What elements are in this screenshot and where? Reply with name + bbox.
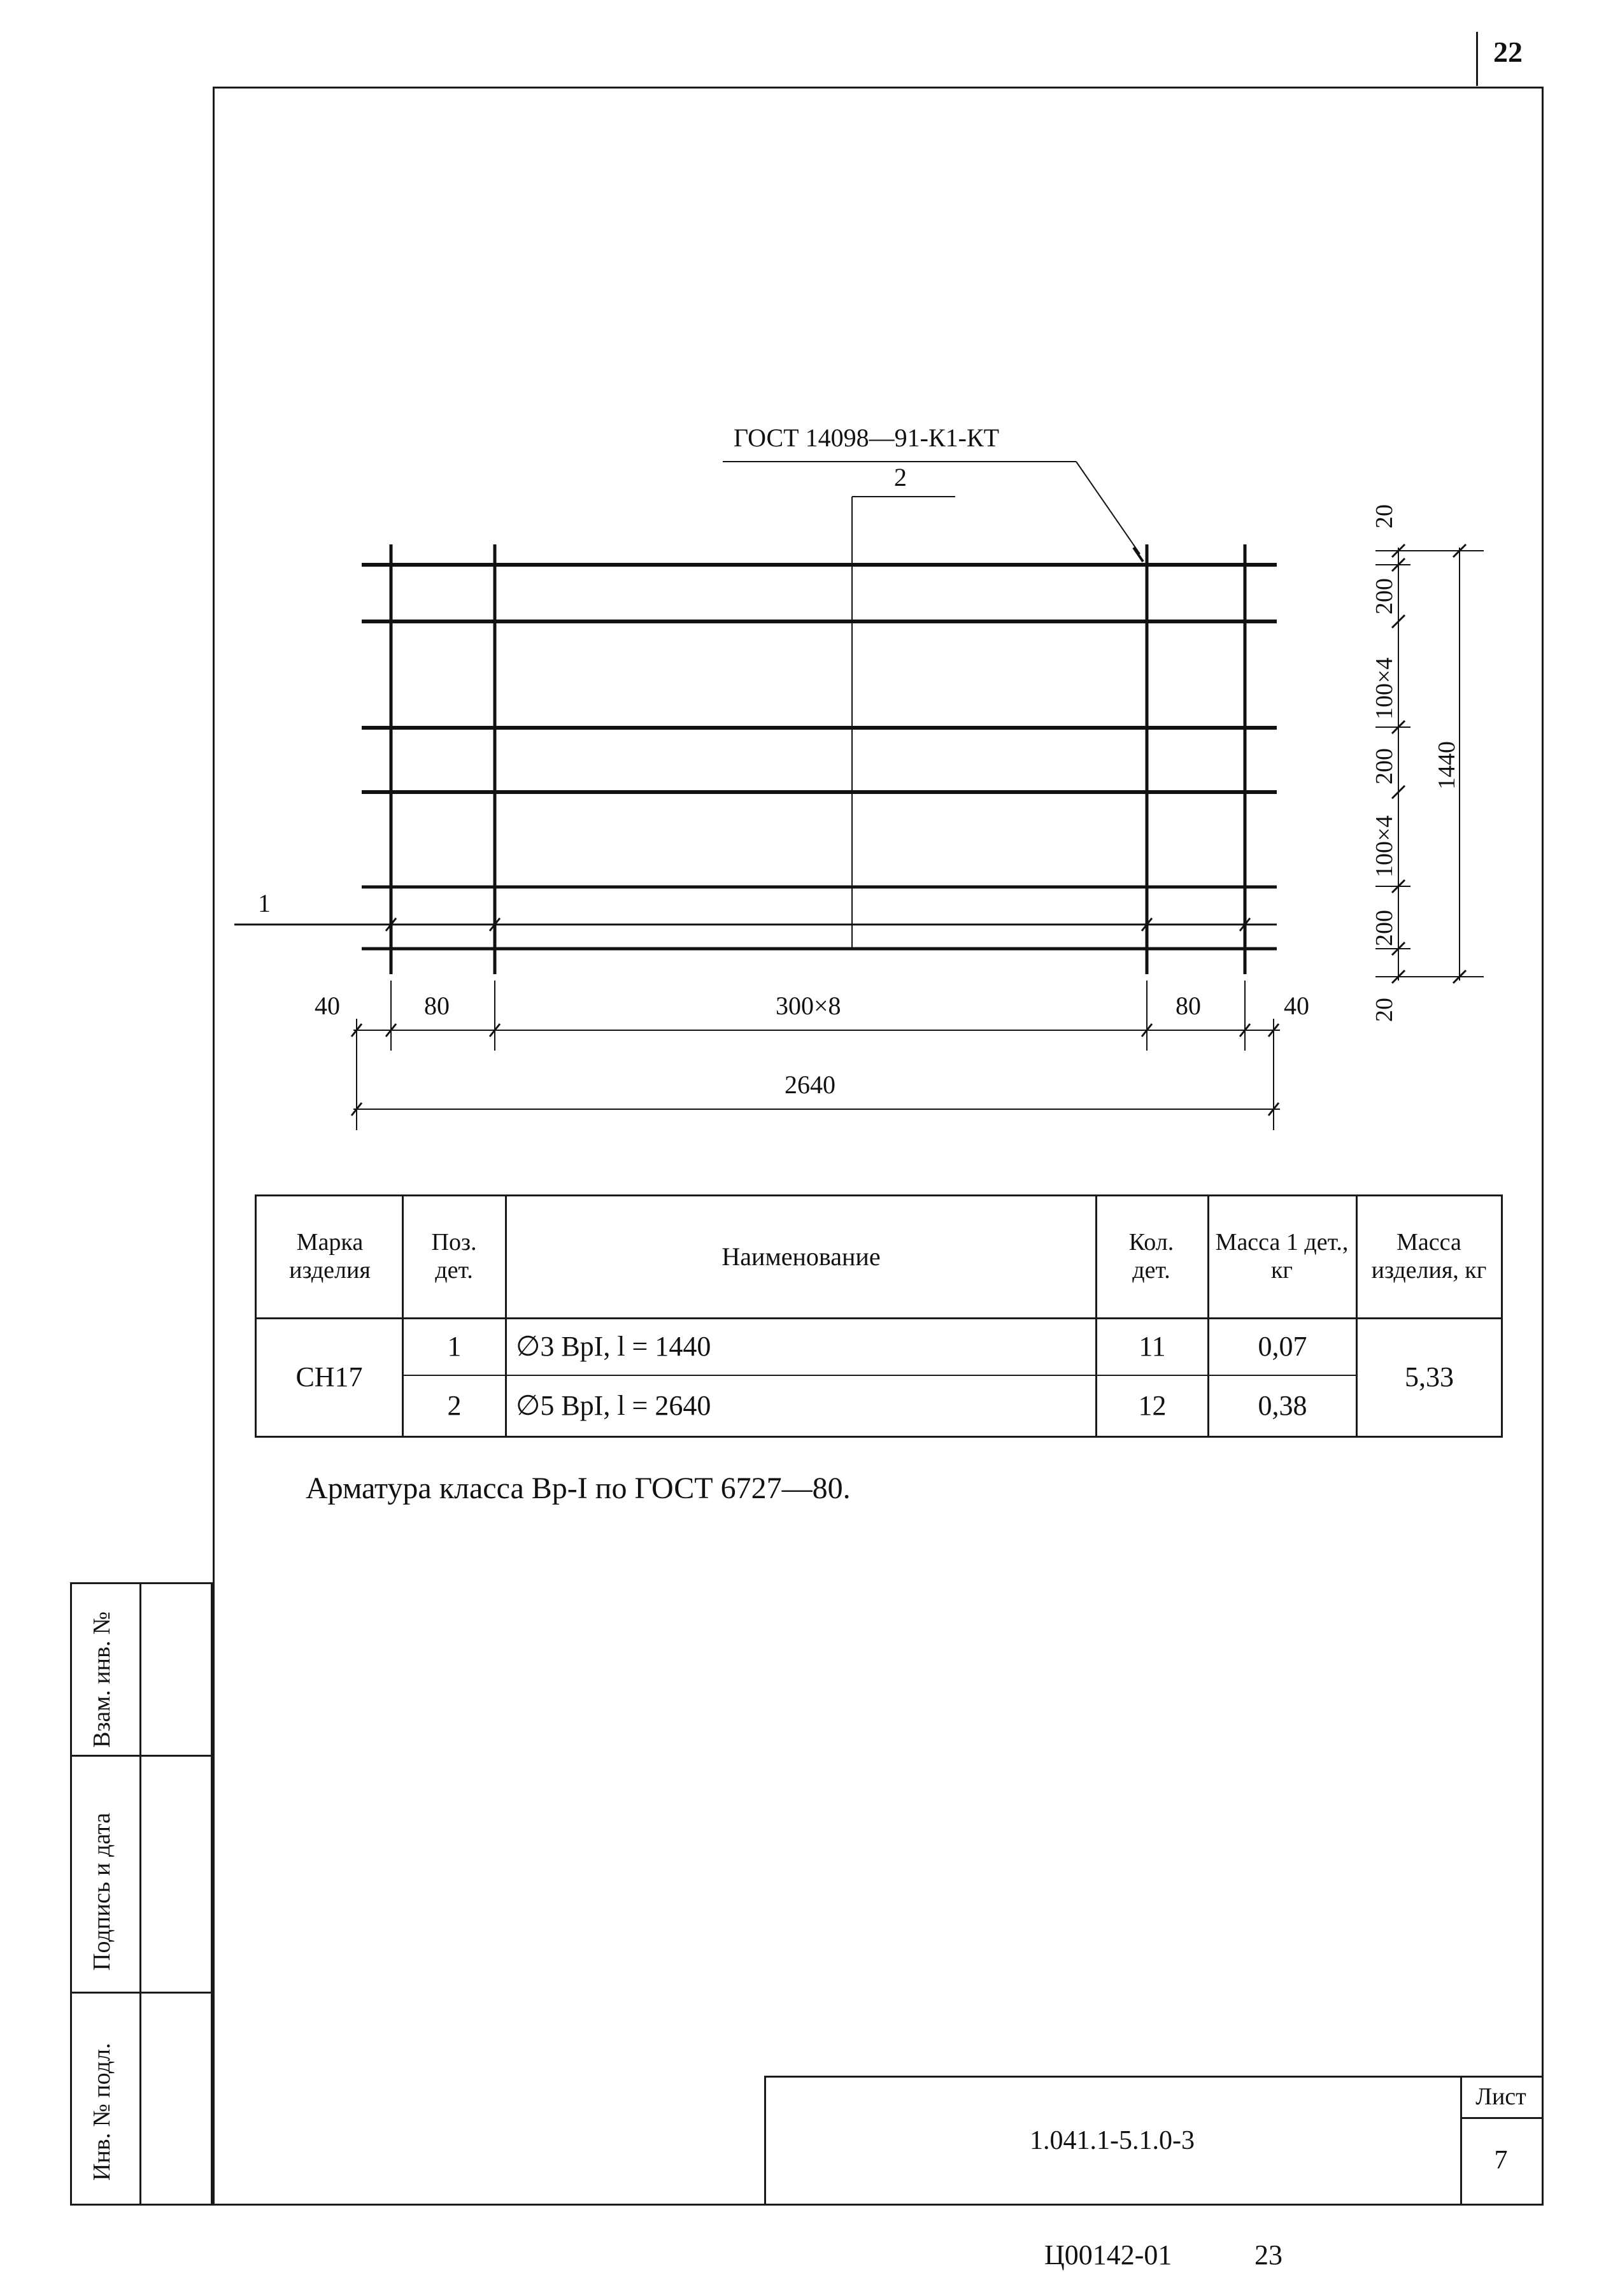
spec-table — [255, 1194, 1503, 1438]
row1-qty: 11 — [1139, 1331, 1166, 1363]
dim-h-right-edge: 40 — [1284, 991, 1309, 1020]
dim-h-right-span: 80 — [1176, 991, 1201, 1020]
header-mark: Марка изделия — [289, 1229, 371, 1284]
header-mass-item: Масса изделия, кг — [1371, 1229, 1487, 1284]
header-pos: Поз. дет. — [431, 1229, 477, 1284]
dim-h-total: 2640 — [785, 1070, 835, 1099]
position-1-label: 1 — [258, 889, 271, 918]
footer-page: 23 — [1254, 2239, 1282, 2271]
position-2-label: 2 — [894, 463, 907, 492]
dim-v-bottom-edge: 20 — [1371, 998, 1398, 1022]
row2-mass-one: 0,38 — [1258, 1389, 1307, 1421]
dim-v-seg3: 200 — [1371, 748, 1398, 784]
dim-v-seg1: 200 — [1371, 578, 1398, 614]
dim-h-left-edge: 40 — [315, 991, 340, 1020]
dim-v-seg2: 100×4 — [1371, 657, 1398, 719]
dim-h-middle-span: 300×8 — [776, 991, 841, 1020]
gost-leader-label: ГОСТ 14098—91-К1-КТ — [734, 423, 1000, 452]
stamp-inv: Инв. № подл. — [89, 2043, 115, 2181]
dim-v-top-edge: 20 — [1371, 504, 1398, 528]
cell-mark: СН17 — [295, 1361, 363, 1393]
row2-name: ∅5 ВрI, l = 2640 — [516, 1389, 711, 1421]
reinforcement-note: Арматура класса Вр-I по ГОСТ 6727—80. — [306, 1471, 851, 1505]
stamp-vzam: Взам. инв. № — [89, 1611, 115, 1748]
title-designation: 1.041.1-5.1.0-3 — [1030, 2125, 1195, 2155]
dim-v-seg4: 100×4 — [1371, 815, 1398, 877]
header-name: Наименование — [721, 1242, 881, 1271]
row1-pos: 1 — [447, 1331, 462, 1363]
header-qty: Кол. дет. — [1128, 1229, 1174, 1284]
row2-qty: 12 — [1138, 1389, 1167, 1421]
dim-v-total: 1440 — [1433, 741, 1460, 790]
dim-v-seg5: 200 — [1371, 910, 1398, 946]
cell-mass-item: 5,33 — [1405, 1361, 1454, 1393]
leader-gost-arrow — [1076, 462, 1140, 554]
page-number-top: 22 — [1493, 36, 1523, 68]
footer-code: Ц00142-01 — [1044, 2239, 1172, 2271]
header-mass-one: Масса 1 дет., кг — [1215, 1229, 1349, 1284]
row2-pos: 2 — [447, 1389, 462, 1421]
stamp-podpis: Подпись и дата — [89, 1812, 115, 1971]
title-sheet-label: Лист — [1475, 2083, 1526, 2111]
row1-name: ∅3 ВрI, l = 1440 — [516, 1331, 711, 1363]
dim-h-left-span: 80 — [424, 991, 450, 1020]
row1-mass-one: 0,07 — [1258, 1331, 1307, 1363]
title-sheet-number: 7 — [1494, 2146, 1508, 2176]
